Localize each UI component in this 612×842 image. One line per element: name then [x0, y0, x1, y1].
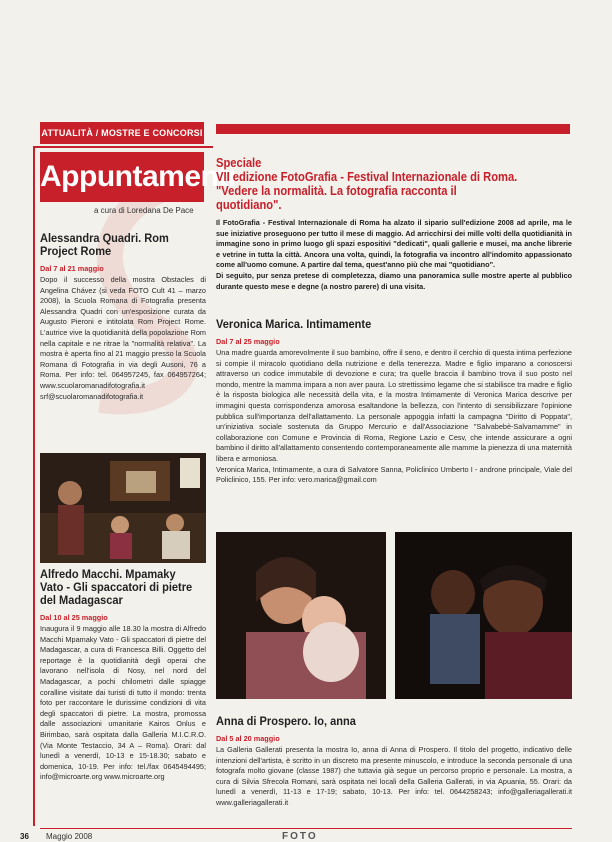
date-macchi: Dal 10 al 25 maggio [40, 613, 108, 622]
page-title: Appuntamenti [40, 152, 204, 202]
footer-rule [40, 828, 572, 829]
banner-rule [216, 124, 570, 134]
photo-mother-child-2 [395, 532, 572, 699]
frame-left-rule [33, 146, 35, 826]
date-marica: Dal 7 al 25 maggio [216, 337, 280, 346]
body-quadri: Dopo il successo della mostra Obstacles di Angelina Chávez (si veda FOTO Cult 41 – marzo 2008), la Scuola Romana di Fotografia presenta Alessandra Quadri con un'esposizione curata da Augusto Pieroni e intitolata Rom Project Rome. L'autrice vive la quotidianità della popolazione Rom nella capitale e ne ritrae la "normalità relativa". La mostra è aperta fino al 21 maggio presso la Scuola Romana di Fotografia in via degli Ausoni, 76 a Roma. Per info: tel. 064957245, fax 064957264; www.scuolaromanadifotografia.it srf@scuolaromanadifotografia.it [40, 275, 206, 401]
body-marica: Una madre guarda amorevolmente il suo bambino, offre il seno, e dentro il cerchio di questa intima perfezione si compie il miracolo quotidiano della nutrizione e della tenerezza. Madre e figlio imparano a conoscersi attraverso un codice immutabile di devozione e cura; tra quelle braccia il bambino trova il suo posto nel mondo, mentre la mamma impara a non aver paura. Lo strettissimo legame che si stabilisce tra madre e figlio è la risposta biologica alle necessità della vita, e la mostra Intimamente di Veronica Marica descrive per immagini questa corrispondenza amorosa esaltandone la bellezza, con l'intento di sensibilizzare l'opinione pubblica sull'importanza dell'allattamento. La personale appoggia infatti la campagna "Diritto di Poppata", un'iniziativa sociale sostenuta da Gruppo Mercurio e dall'Associazione "Salvabebè-Salvamamme" in collaborazione con Comune e Provincia di Roma, Regione Lazio e Cesv, che intende assicurare a ogni bambino il diritto all'allattamento consentendo contemporaneamente alle mamme la pienezza di una maternità libera e armoniosa. [216, 348, 572, 463]
section-banner: ATTUALITÀ / MOSTRE E CONCORSI [40, 122, 204, 144]
body-macchi: Inaugura il 9 maggio alle 18.30 la mostra di Alfredo Macchi Mpamaky Vato - Gli spaccatori di pietre del Madagascar, a cura di Francesca Billi. Oggetto del reportage è la quotidianità degli operai che lavorano nell'isola di Nosy, nel nord del Madagascar, a pochi chilometri dalle spiagge coralline visitate dai turisti di tutto il mondo: trenta foto per raccontare le durissime condizioni di vita degli spaccatori di pietre. La mostra, promossa dalle associazioni umanitarie Kairos Onlus e Birimbao, sarà ospitata dalla Galleria M.I.C.R.O. (Via Monte Testaccio, 34 A – Roma). Orari: dal lunedì a venerdì, 10-13 e 15-18.30; sabato e domenica, 10-19. Per info: tel./fax 0645494495; info@microarte.org www.microarte.org [40, 624, 206, 782]
issue-date: Maggio 2008 [46, 832, 93, 841]
speciale-intro-2: Di seguito, pur senza pretese di completezza, diamo una panoramica sulle mostre aperte al pubblico durante questo mese e degne (a nostro parere) di una visita. [216, 270, 572, 291]
photo-rom-family [40, 453, 206, 563]
headline-macchi: Alfredo Macchi. Mpamaky Vato - Gli spaccatori di pietre del Madagascar [40, 567, 193, 607]
article-speciale [216, 156, 572, 292]
article-prospero [216, 715, 572, 809]
body-prospero: La Galleria Gallerati presenta la mostra Io, anna di Anna di Prospero. Il titolo del progetto, indicativo delle intenzioni dell'artista, è scritto in un discreto ma presente minuscolo, e introduce la seconda personale di una fotografa molto giovane (classe 1987) che tuttavia già segue un percorso proprio e personale. La mostra, a cura di Silvia Sfrecola Romani, sarà ospitata nei locali della Galleria Gallerati, in via Apuania, 55. Orari: da lunedì a venerdì, 11-13 e 17-19; sabato, 10-13. Per info: tel. 0644258243; info@galleriagallerati.it www.galleriagallerati.it [216, 745, 572, 807]
headline-quadri: Alessandra Quadri. Rom Project Rome [40, 231, 169, 258]
article-quadri [40, 232, 206, 402]
curator-credit: a cura di Loredana De Pace [94, 206, 194, 215]
magazine-name: FOTO [282, 831, 318, 842]
headline-prospero: Anna di Prospero. Io, anna [216, 714, 356, 728]
speciale-title-line2: "Vedere la normalità. La fotografia racconta il quotidiano". [216, 183, 457, 212]
article-macchi [40, 568, 206, 783]
speciale-intro: Il FotoGrafia - Festival Internazionale di Roma ha alzato il sipario sull'edizione 2008 ad aprile, ma le sue iniziative proseguono per tutto il mese di maggio. Ad arricchirsi dei mille volti della quotidianità in immagine sono in primo luogo gli spazi espositivi "dedicati", quali gallerie e musei, ma anche librerie e vetrine in tutta la città. Ancora una volta, quindi, la fotografia va incontro all'indomito appassionato come all'uomo comune. A partire dal tema, quest'anno più che mai "quotidiano". [216, 218, 572, 270]
date-quadri: Dal 7 al 21 maggio [40, 264, 104, 273]
body-marica-credits: Veronica Marica, Intimamente, a cura di Salvatore Sanna, Policlinico Umberto I - androne principale, Viale del Policlinico, 155. Per info: vero.marica@gmail.com [216, 464, 572, 485]
page-number: 36 [20, 832, 29, 841]
date-prospero: Dal 5 al 20 maggio [216, 734, 280, 743]
frame-top-rule [33, 146, 213, 148]
speciale-kicker: Speciale [216, 155, 262, 170]
headline-marica: Veronica Marica. Intimamente [216, 317, 372, 331]
speciale-title-line1: VII edizione FotoGrafia - Festival Internazionale di Roma. [216, 169, 518, 184]
photo-mother-child-1 [216, 532, 386, 699]
article-marica [216, 318, 572, 486]
